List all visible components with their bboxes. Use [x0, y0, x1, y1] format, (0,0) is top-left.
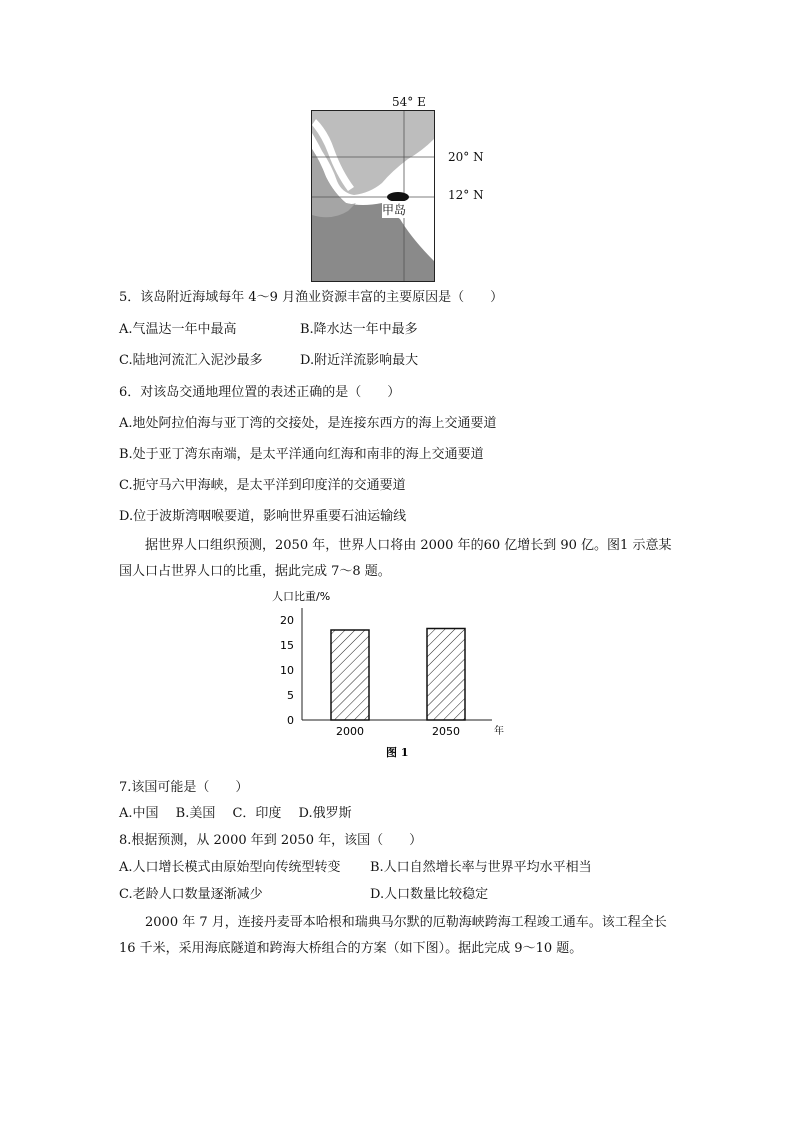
- q6-option-d: D.位于波斯湾咽喉要道，影响世界重要石油运输线: [119, 509, 407, 524]
- bar-2050: [427, 629, 465, 721]
- chart-title: 图 1: [386, 746, 409, 759]
- q6-option-c: C.扼守马六甲海峡，是太平洋到印度洋的交通要道: [119, 478, 406, 493]
- map-drawing: [312, 111, 434, 281]
- y-tick-label: 5: [287, 689, 294, 702]
- x-tick-label: 2050: [432, 725, 460, 738]
- map-lat-12-label: 12° N: [448, 188, 484, 202]
- q6-option-a: A.地处阿拉伯海与亚丁湾的交接处，是连接东西方的海上交通要道: [119, 416, 497, 431]
- map-figure: [311, 110, 435, 282]
- y-tick-label: 20: [280, 614, 294, 627]
- q8-option-c: C.老龄人口数量逐渐减少: [119, 887, 263, 902]
- population-chart: [268, 588, 518, 768]
- y-tick-label: 10: [280, 664, 294, 677]
- map-longitude-label: 54° E: [392, 95, 426, 109]
- x-tick-label: 2000: [336, 725, 364, 738]
- q8-option-a: A.人口增长模式由原始型向传统型转变: [119, 860, 341, 875]
- q5-stem: 5．该岛附近海域每年 4～9 月渔业资源丰富的主要原因是（ ）: [119, 290, 504, 305]
- q8-stem: 8.根据预测，从 2000 年到 2050 年，该国（ ）: [119, 833, 423, 848]
- map-island-label: 甲岛: [382, 203, 407, 217]
- bar-2000: [331, 630, 369, 720]
- q8-option-b: B.人口自然增长率与世界平均水平相当: [370, 860, 592, 875]
- q7-options: A.中国 B.美国 C．印度 D.俄罗斯: [119, 806, 352, 821]
- y-tick-label: 0: [287, 714, 294, 727]
- chart-xlabel: 年: [494, 726, 504, 737]
- q6-stem: 6．对该岛交通地理位置的表述正确的是（ ）: [119, 385, 401, 400]
- chart-ylabel: 人口比重/%: [272, 590, 331, 603]
- q8-option-d: D.人口数量比较稳定: [370, 887, 489, 902]
- map-lat-20-label: 20° N: [448, 150, 484, 164]
- q5-option-a: A.气温达一年中最高: [119, 322, 237, 337]
- q7-stem: 7.该国可能是（ ）: [119, 780, 249, 795]
- y-tick-label: 15: [280, 639, 294, 652]
- intro-7-8: 据世界人口组织预测，2050 年，世界人口将由 2000 年的60 亿增长到 90 亿。图1 示意某国人口占世界人口的比重，据此完成 7～8 题。: [119, 538, 672, 579]
- q5-option-b: B.降水达一年中最多: [300, 322, 418, 337]
- intro-9-10: 2000 年 7 月，连接丹麦哥本哈根和瑞典马尔默的厄勒海峡跨海工程竣工通车。该工程全长 16 千米，采用海底隧道和跨海大桥组合的方案（如下图）。据此完成 9～10 题。: [119, 915, 667, 956]
- q5-option-d: D.附近洋流影响最大: [300, 353, 419, 368]
- chart-svg: [268, 588, 518, 768]
- q6-option-b: B.处于亚丁湾东南端，是太平洋通向红海和南非的海上交通要道: [119, 447, 484, 462]
- q5-option-c: C.陆地河流汇入泥沙最多: [119, 353, 263, 368]
